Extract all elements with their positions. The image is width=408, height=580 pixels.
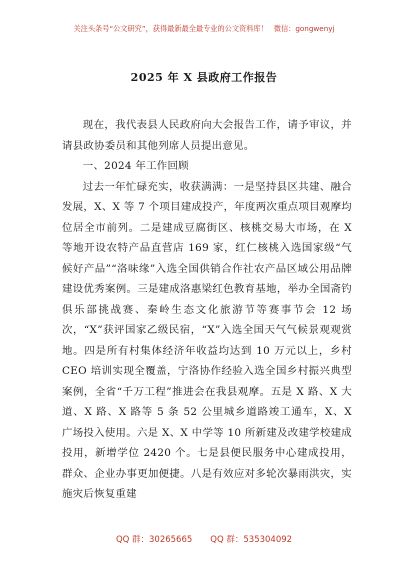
top-promo-banner [0, 24, 408, 34]
qq-group-1: QQ 群：30265665 [115, 535, 193, 545]
footer-contact [0, 534, 408, 546]
section-heading: 一、2024 年工作回顾 [82, 160, 189, 172]
document-title: 2025 年 X 县政府工作报告 [130, 71, 278, 84]
wechat-id: 微信：gongwenyj [273, 24, 335, 33]
promo-text: 关注头条号“公文研究”，获得最新最全最专业的公文资料库！ [73, 24, 268, 33]
intro-paragraph: 现在，我代表县人民政府向大会报告工作，请予审议，并请县政协委员和其他列席人员提出意见。 [62, 119, 352, 152]
document-body [62, 115, 352, 505]
review-paragraph: 过去一年忙碌充实，收获满满：一是坚持县区共建、融合发展，X、X 等 7 个项目建成投产，年度两次重点项目观摩均位居全市前列。二是建成豆腐街区、核桃交易大市场，在 X 等地开设农特产品直营店 169 家，红仁核桃入选国家级“气候好产品”“洛味缘”入选全国供销合作社农产品区域公用品牌建设优秀案例。三是建成洛惠梁红色教育基地，举办全国斋钓俱乐部挑战赛、秦岭生态文化旅游节等赛事节会 12 场次，“X”获评国家乙级民宿，“X”入选全国天气气候景观观赏地。四是所有村集体经济年收益均达到 10 万元以上，乡村 CEO 培训实现全覆盖，宁洛协作经验入选全国乡村振兴典型案例，全省“千万工程”推进会在我县观摩。五是 X 路、X 大道、X 路、X 路等 5 条 52 公里城乡道路竣工通车，X、X 广场投入使用。六是 X、X 中学等 10 所新建及改建学校建成投用，新增学位 2420 个。七是县便民服务中心建成投用，群众、企业办事更加便捷。八是有效应对多轮次暴雨洪灾，实施灾后恢复重建 [62, 180, 352, 500]
qq-group-2: QQ 群：535304092 [210, 535, 293, 545]
